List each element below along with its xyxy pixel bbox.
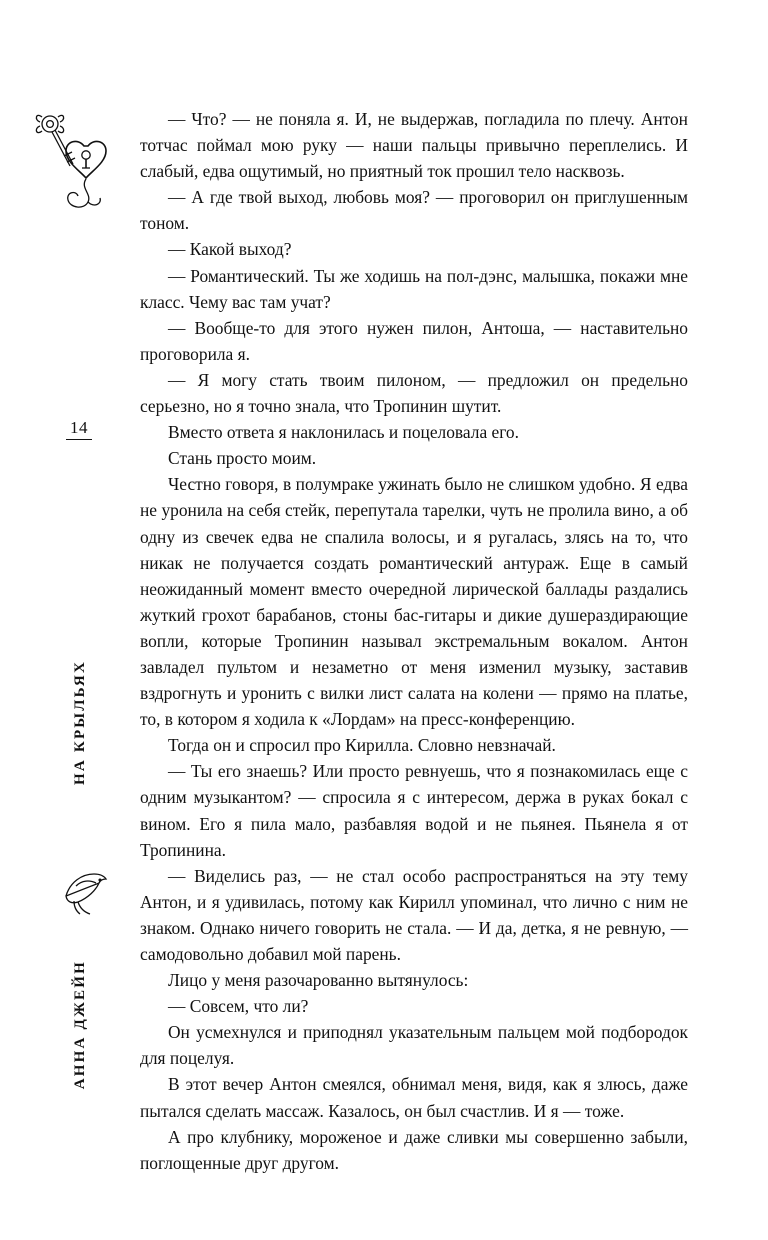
paragraph: Лицо у меня разочарованно вытянулось: [168, 970, 469, 991]
paragraph: — Ты его знаешь? Или просто ревнуешь, что я познакомилась еще с одним музыкантом? — спросила я с интересом, держа в руках бокал с вином. Его я пила мало, разбавляя водой и не пьянея. Пьянела я от Тропинина. [140, 761, 688, 860]
running-title-author: АННА ДЖЕЙН [72, 960, 88, 1090]
dove-ornament [56, 856, 114, 920]
body-text-column [140, 106, 688, 1176]
paragraph: Стань просто моим. [168, 448, 317, 469]
paragraph: — Виделись раз, — не стал особо распространяться на эту тему Антон, и я удивилась, потому как Кирилл упоминал, что лично с ним не знаком. Однако ничего говорить не стала. — И да, детка, я не ревную, — самодовольно добавил мой парень. [140, 865, 688, 964]
page-margin-column [0, 0, 140, 1240]
paragraph: — Романтический. Ты же ходишь на пол-дэнс, малышка, покажи мне класс. Чему вас там учат? [140, 265, 688, 312]
paragraph: Тогда он и спросил про Кирилла. Словно невзначай. [168, 735, 556, 756]
paragraph: В этот вечер Антон смеялся, обнимал меня, видя, как я злюсь, даже пытался сделать массаж. Казалось, он был счастлив. И я — тоже. [140, 1074, 688, 1121]
paragraph: — А где твой выход, любовь моя? — проговорил он приглушенным тоном. [140, 187, 688, 234]
paragraph: Честно говоря, в полумраке ужинать было не слишком удобно. Я едва не уронила на себя стейк, перепутала тарелки, чуть не пролила вино, а об одну из свечек едва не спалила волосы, и я ругалась, злясь на то, что никак не получается создать романтический антураж. Еще в самый неожиданный момент вместо очередной лирической баллады раздались жуткий грохот барабанов, стоны бас-гитары и дикие душераздирающие вопли, которые Тропинин называл экстремальным вокалом. Антон завладел пультом и незаметно от меня изменил музыку, заставив вздрогнуть и уронить с вилки лист салата на колени — прямо на платье, то, в котором я ходила к «Лордам» на пресс-конференцию. [140, 474, 688, 730]
paragraph: — Что? — не поняла я. И, не выдержав, погладила по плечу. Антон тотчас поймал мою руку — наши пальцы привычно переплелись. И слабый, едва ощутимый, но приятный ток прошил тело насквозь. [140, 109, 688, 182]
paragraph: — Совсем, что ли? [168, 996, 309, 1017]
running-title-book: НА КРЫЛЬЯХ [72, 660, 88, 785]
paragraph: Он усмехнулся и приподнял указательным пальцем мой подбородок для поцелуя. [140, 1022, 688, 1069]
paragraph: — Вообще-то для этого нужен пилон, Антоша, — наставительно проговорила я. [140, 317, 688, 364]
paragraph: Вместо ответа я наклонилась и поцеловала его. [168, 422, 519, 443]
page-number-rule [66, 439, 92, 440]
paragraph: — Я могу стать твоим пилоном, — предложил он предельно серьезно, но я точно знала, что Тропинин шутит. [140, 369, 688, 417]
page-number-value: 14 [70, 418, 88, 437]
paragraph: А про клубнику, мороженое и даже сливки мы совершенно забыли, поглощенные друг другом. [140, 1126, 688, 1173]
page-number [62, 418, 96, 440]
paragraph: — Какой выход? [168, 239, 292, 260]
key-heart-lock-ornament [30, 108, 116, 226]
